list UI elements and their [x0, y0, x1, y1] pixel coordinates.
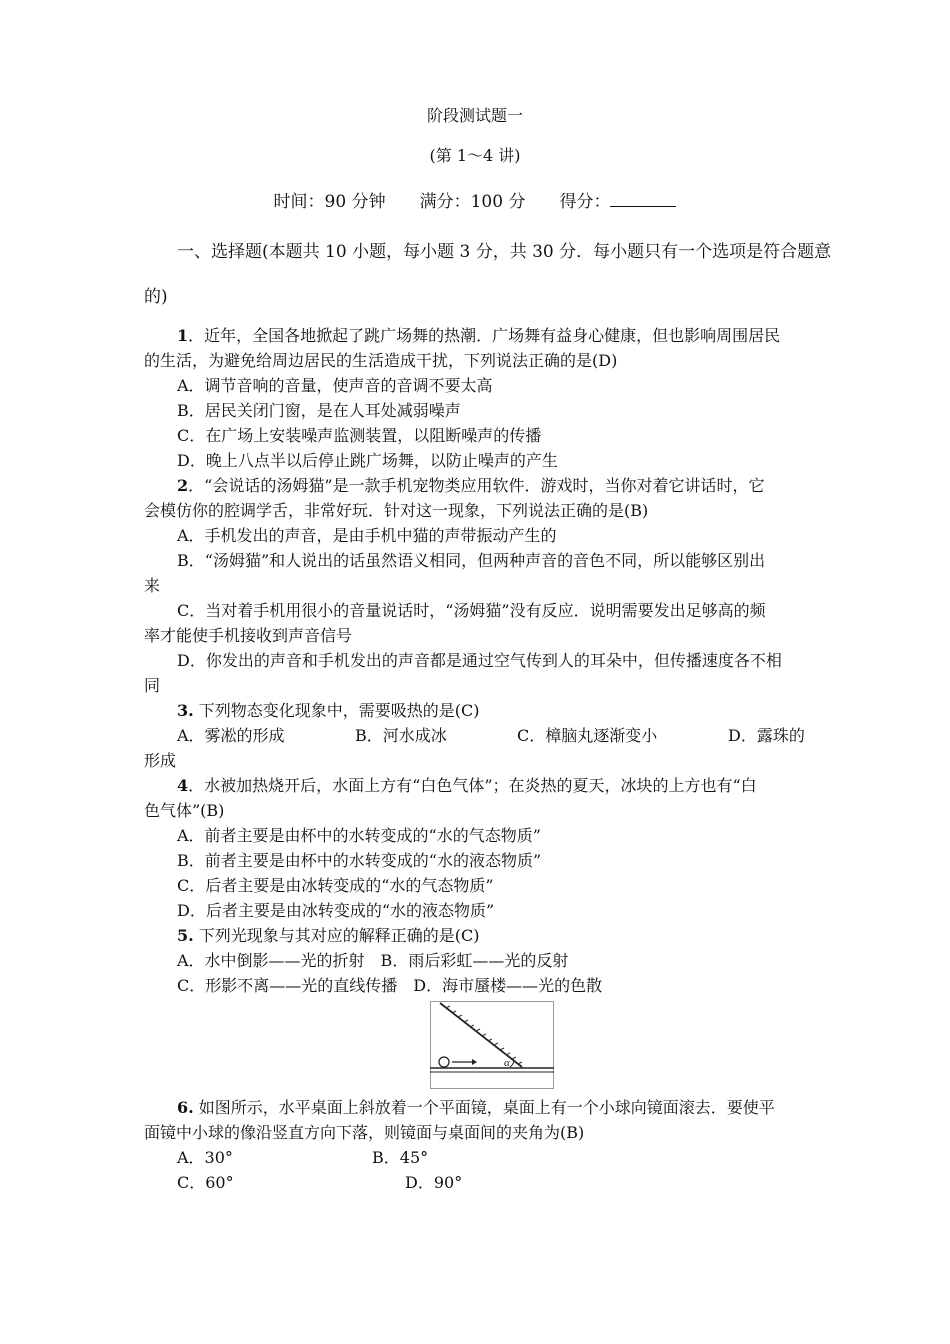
question-2-number: 2: [177, 476, 189, 495]
question-4-number: 4: [177, 776, 189, 795]
page-title: 阶段测试题一: [426, 106, 523, 125]
question-5-options-ab: A．水中倒影——光的折射 B．雨后彩虹——光的反射: [177, 951, 569, 970]
score-label: 得分：: [559, 192, 611, 212]
angle-label: α: [504, 1057, 510, 1069]
question-2-option-d: D．你发出的声音和手机发出的声音都是通过空气传到人的耳朵中，但传播速度各不相: [177, 651, 782, 670]
question-3-option-d: D．露珠的: [728, 726, 805, 745]
question-4-stem-cont: 色气体”(B): [144, 801, 225, 820]
question-6-option-b: B．45°: [372, 1148, 429, 1167]
question-1-stem-cont: 的生活，为避免给周边居民的生活造成干扰，下列说法正确的是(D): [144, 351, 618, 370]
question-6-number: 6.: [177, 1098, 194, 1117]
question-4-option-b: B．前者主要是由杯中的水转变成的“水的液态物质”: [177, 851, 542, 870]
question-2-option-b: B．“汤姆猫”和人说出的话虽然语义相同，但两种声音的音色不同，所以能够区别出: [177, 551, 766, 570]
question-2-stem: [177, 476, 765, 496]
question-4-stem: [177, 776, 757, 796]
question-6-text: 如图所示，水平桌面上斜放着一个平面镜，桌面上有一个小球向镜面滚去．要使平: [193, 1098, 775, 1117]
question-4-option-c: C．后者主要是由冰转变成的“水的气态物质”: [177, 876, 494, 895]
question-2-option-c: C．当对着手机用很小的音量说话时，“汤姆猫”没有反应．说明需要发出足够高的频: [177, 601, 766, 620]
question-3-text: 下列物态变化现象中，需要吸热的是(C): [193, 701, 480, 720]
question-2-stem-cont: 会模仿你的腔调学舌，非常好玩．针对这一现象，下列说法正确的是(B): [144, 501, 649, 520]
exam-info: [0, 187, 950, 212]
question-1-option-a: A．调节音响的音量，使声音的音调不要太高: [177, 376, 493, 395]
full-score-info: 满分：100 分: [419, 192, 526, 212]
question-3-option-b: B．河水成冰: [355, 726, 447, 745]
question-3-stem: [177, 701, 480, 721]
question-6-stem-cont: 面镜中小球的像沿竖直方向下落，则镜面与桌面间的夹角为(B): [144, 1123, 585, 1142]
question-5-number: 5.: [177, 926, 194, 945]
section-heading-cont: 的): [144, 287, 168, 307]
question-1-stem: [177, 326, 780, 346]
question-6-stem: [177, 1098, 775, 1118]
mirror-diagram: [430, 1001, 554, 1089]
score-blank: [610, 192, 676, 207]
time-info: 时间：90 分钟: [273, 192, 386, 212]
question-6-option-c: C．60°: [177, 1173, 234, 1192]
question-1-text: ．近年，全国各地掀起了跳广场舞的热潮．广场舞有益身心健康，但也影响周围居民: [188, 326, 781, 345]
question-5-text: 下列光现象与其对应的解释正确的是(C): [193, 926, 480, 945]
question-3-option-a: A．雾凇的形成: [177, 726, 285, 745]
question-2-option-d-cont: 同: [144, 676, 161, 695]
question-2-option-c-cont: 率才能使手机接收到声音信号: [144, 626, 353, 645]
question-1-number: 1: [177, 326, 189, 345]
question-6-option-a: A．30°: [177, 1148, 233, 1167]
question-3-option-c: C．樟脑丸逐渐变小: [517, 726, 658, 745]
question-1-option-c: C．在广场上安装噪声监测装置，以阻断噪声的传播: [177, 426, 542, 445]
question-1-option-b: B．居民关闭门窗，是在人耳处减弱噪声: [177, 401, 461, 420]
question-4-option-d: D．后者主要是由冰转变成的“水的液态物质”: [177, 901, 495, 920]
section-heading: 一、选择题(本题共 10 小题，每小题 3 分，共 30 分．每小题只有一个选项是符合题意: [177, 242, 832, 262]
question-3-number: 3.: [177, 701, 194, 720]
question-5-stem: [177, 926, 480, 946]
question-2-text: ．“会说话的汤姆猫”是一款手机宠物类应用软件．游戏时，当你对着它讲话时，它: [188, 476, 765, 495]
question-3-option-d-cont: 形成: [144, 751, 177, 770]
question-2-option-a: A．手机发出的声音，是由手机中猫的声带振动产生的: [177, 526, 557, 545]
question-4-text: ．水被加热烧开后，水面上方有“白色气体”；在炎热的夏天，冰块的上方也有“白: [188, 776, 757, 795]
page-subtitle: (第 1～4 讲): [429, 146, 521, 165]
figure-border: [431, 1002, 554, 1089]
question-6-option-d: D．90°: [405, 1173, 463, 1192]
question-4-option-a: A．前者主要是由杯中的水转变成的“水的气态物质”: [177, 826, 541, 845]
question-1-option-d: D．晚上八点半以后停止跳广场舞，以防止噪声的产生: [177, 451, 558, 470]
small-ball: [439, 1057, 449, 1067]
question-2-option-b-cont: 来: [144, 576, 161, 595]
question-5-options-cd: C．形影不离——光的直线传播 D．海市蜃楼——光的色散: [177, 976, 603, 995]
